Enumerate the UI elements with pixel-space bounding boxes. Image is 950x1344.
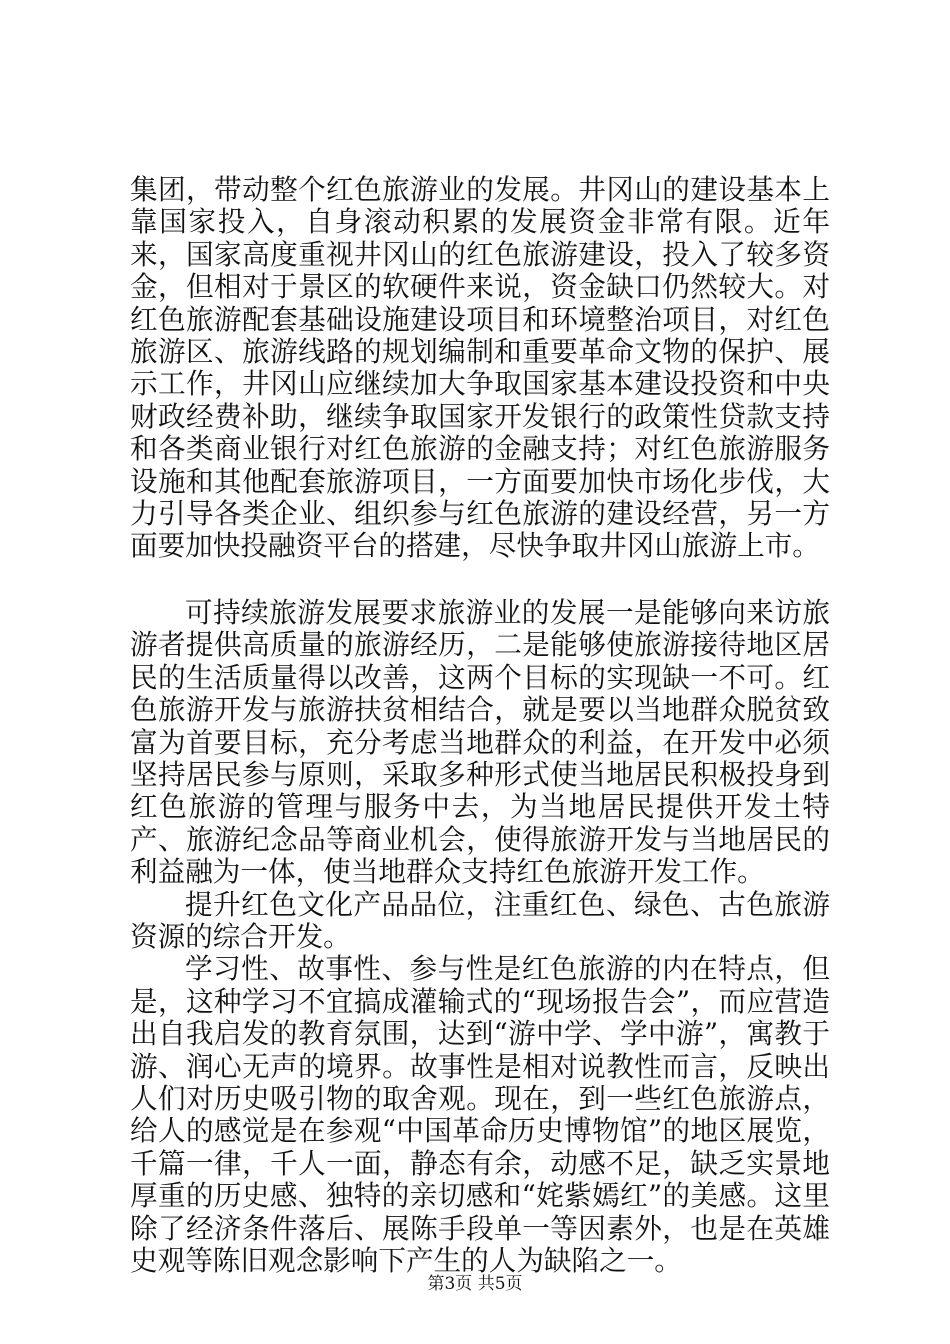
page-footer: 第3页 共5页 xyxy=(427,1274,523,1294)
document-body xyxy=(130,174,830,1277)
paragraph-product-quality: 提升红色文化产品品位，注重红色、绿色、古色旅游资源的综合开发。 xyxy=(130,887,830,953)
paragraph-learning-story: 学习性、故事性、参与性是红色旅游的内在特点，但是，这种学习不宜搞成灌输式的“现场报告会”，而应营造出自我启发的教育氛围，达到“游中学、学中游”，寓教于游、润心无声的境界。故事性是相对说教性而言，反映出人们对历史吸引物的取舍观。现在，到一些红色旅游点，给人的感觉是在参观“中国革命历史博物馆”的地区展览，千篇一律，千人一面，静态有余，动感不足，缺乏实景地厚重的历史感、独特的亲切感和“姹紫嫣红”的美感。这里除了经济条件落后、展陈手段单一等因素外，也是在英雄史观等陈旧观念影响下产生的人为缺陷之一。 xyxy=(130,952,830,1277)
paragraph-gap xyxy=(130,563,830,597)
paragraph-funding: 集团，带动整个红色旅游业的发展。井冈山的建设基本上靠国家投入，自身滚动积累的发展资金非常有限。近年来，国家高度重视井冈山的红色旅游建设，投入了较多资金，但相对于景区的软硬件来说，资金缺口仍然较大。对红色旅游配套基础设施建设项目和环境整治项目，对红色旅游区、旅游线路的规划编制和重要革命文物的保护、展示工作，井冈山应继续加大争取国家基本建设投资和中央财政经费补助，继续争取国家开发银行的政策性贷款支持和各类商业银行对红色旅游的金融支持；对红色旅游服务设施和其他配套旅游项目，一方面要加快市场化步伐，大力引导各类企业、组织参与红色旅游的建设经营，另一方面要加快投融资平台的搭建，尽快争取井冈山旅游上市。 xyxy=(130,173,830,563)
paragraph-sustainable-tourism: 可持续旅游发展要求旅游业的发展一是能够向来访旅游者提供高质量的旅游经历，二是能够使旅游接待地区居民的生活质量得以改善，这两个目标的实现缺一不可。红色旅游开发与旅游扶贫相结合，就是要以当地群众脱贫致富为首要目标，充分考虑当地群众的利益，在开发中必须坚持居民参与原则，采取多种形式使当地居民积极投身到红色旅游的管理与服务中去，为当地居民提供开发土特产、旅游纪念品等商业机会，使得旅游开发与当地居民的利益融为一体，使当地群众支持红色旅游开发工作。 xyxy=(130,595,830,889)
